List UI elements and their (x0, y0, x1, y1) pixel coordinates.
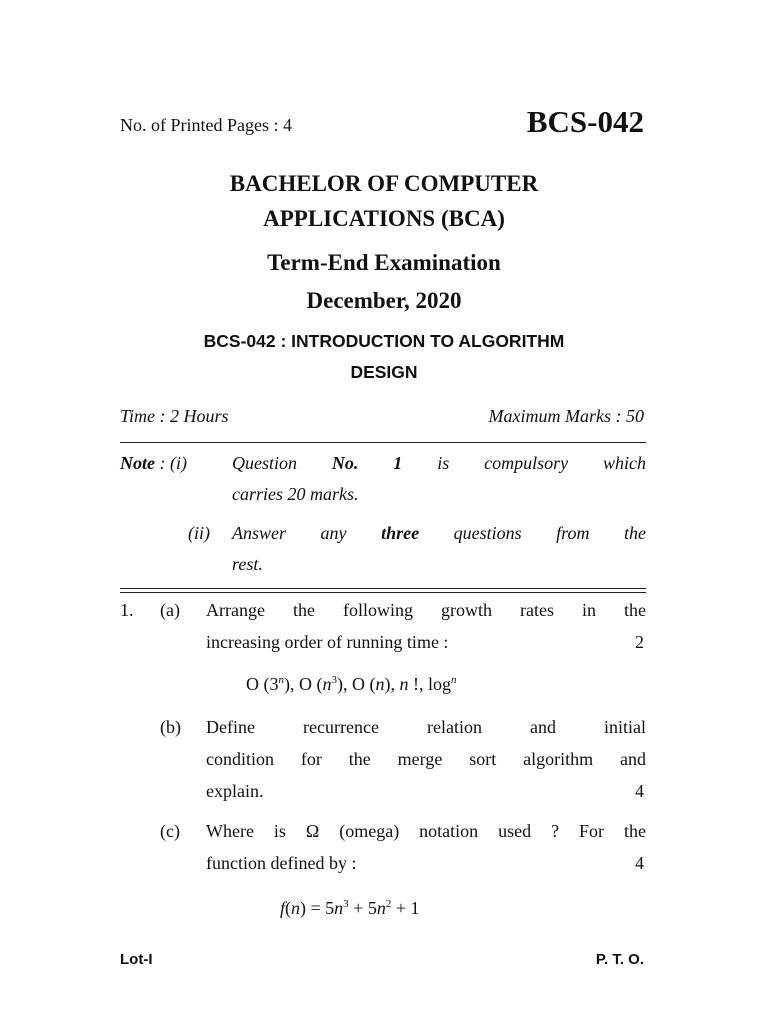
func-part: ( (285, 898, 292, 918)
exam-title: Term-End Examination (267, 250, 501, 275)
double-divider-top (120, 588, 646, 589)
footer-pto: P. T. O. (595, 951, 644, 968)
note-i-bold: No. 1 (331, 453, 403, 473)
note-ii-line2: rest. (232, 554, 263, 574)
expr-var: n (322, 674, 332, 694)
part-a-line2: increasing order of running time : (206, 632, 449, 652)
func-name: f (280, 898, 286, 918)
course-title-line2: DESIGN (350, 362, 418, 382)
part-a-expression (246, 668, 457, 700)
expr-sup: 3 (331, 674, 337, 686)
exam-session: December, 2020 (306, 288, 462, 313)
printed-pages: No. of Printed Pages : 4 (120, 115, 292, 135)
programme-title-line1: BACHELOR OF COMPUTER (229, 171, 539, 196)
expr-var: n (375, 674, 385, 694)
expr-sup: n (278, 674, 284, 686)
programme-title-line2: APPLICATIONS (BCA) (263, 206, 505, 231)
part-b-label: (b) (160, 717, 181, 737)
expr-part: ), (384, 674, 400, 694)
part-b-marks: 4 (635, 781, 644, 801)
func-part: + 1 (391, 898, 420, 918)
course-title-line1: BCS-042 : INTRODUCTION TO ALGORITHM (203, 331, 565, 351)
expr-var: n (399, 674, 409, 694)
note-ii-line1 (232, 518, 646, 549)
part-b-line2: condition for the merge sort algorithm and (206, 749, 646, 769)
double-divider-bottom (120, 592, 646, 593)
note-i-line2: carries 20 marks. (232, 484, 359, 504)
note-i-text2: is compulsory which (437, 453, 647, 473)
func-var: n (291, 898, 301, 918)
note-ii-bold: three (381, 523, 420, 543)
note-i-line1 (232, 448, 646, 479)
footer-lot: Lot-I (120, 951, 153, 968)
question-number: 1. (120, 600, 134, 620)
divider (120, 442, 646, 443)
note-label-text: Note (120, 453, 155, 473)
part-b-line3: explain. (206, 781, 264, 801)
func-part: + 5 (348, 898, 377, 918)
note-ii-label: (ii) (188, 523, 210, 543)
course-title (150, 326, 618, 388)
expr-part: ), O ( (284, 674, 323, 694)
part-c-line2: function defined by : (206, 853, 357, 873)
expr-sup: n (451, 674, 457, 686)
note-ii-text1: Answer any (232, 523, 347, 543)
expr-part: O (3 (246, 674, 279, 694)
note-i-text1: Question (232, 453, 297, 473)
func-sup: 2 (385, 898, 392, 910)
part-c-line1: Where is Ω (omega) notation used ? For the (206, 821, 646, 841)
func-var: n (376, 898, 386, 918)
part-b-line1: Define recurrence relation and initial (206, 717, 646, 737)
note-ii-text2: questions from the (453, 523, 647, 543)
expr-part: !, log (408, 674, 451, 694)
note-label: Note : (i) (120, 453, 187, 473)
func-var: n (334, 898, 344, 918)
part-c-label: (c) (160, 821, 180, 841)
part-a-line1: Arrange the following growth rates in the (206, 600, 646, 620)
func-part: ) = 5 (300, 898, 335, 918)
max-marks: Maximum Marks : 50 (488, 406, 644, 426)
part-a-label: (a) (160, 600, 180, 620)
paper-code: BCS-042 (526, 104, 644, 139)
part-a-marks: 2 (635, 632, 644, 652)
part-c-function (280, 892, 419, 924)
exam-time: Time : 2 Hours (120, 406, 229, 426)
part-c-marks: 4 (635, 853, 644, 873)
expr-part: ), O ( (337, 674, 376, 694)
func-sup: 3 (343, 898, 349, 910)
note-i-label: (i) (170, 453, 187, 473)
